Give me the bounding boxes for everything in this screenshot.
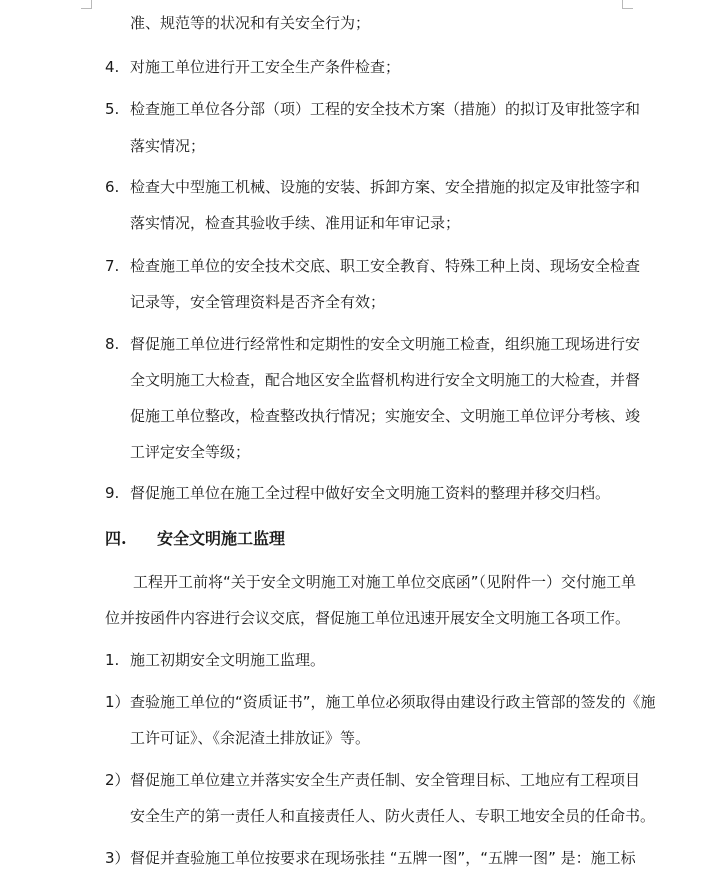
section-title: 安全文明施工监理 (157, 529, 286, 548)
item-5-number: 5. (105, 100, 120, 118)
item-5-line-1: 检查施工单位各分部（项）工程的安全技术方案（措施）的拟订及审批签字和 (130, 100, 641, 118)
item-6-line-1: 检查大中型施工机械、设施的安装、拆卸方案、安全措施的拟定及审批签字和 (130, 178, 641, 196)
item-8-line-1: 督促施工单位进行经常性和定期性的安全文明施工检查，组织施工现场进行安 (130, 335, 641, 353)
paragraph-line-2: 位并按函件内容进行会议交底，督促施工单位迅速开展安全文明施工各项工作。 (105, 609, 631, 627)
item-b2-number: 2） (105, 771, 130, 789)
item-9-line-1: 督促施工单位在施工全过程中做好安全文明施工资料的整理并移交归档。 (130, 484, 611, 502)
continued-line: 准、规范等的状况和有关安全行为； (130, 14, 371, 32)
item-b3-line-1: 督促并查验施工单位按要求在现场张挂 “五牌一图”，“五牌一图” 是：施工标 (130, 849, 636, 867)
crop-mark-top-right (622, 0, 633, 9)
crop-mark-top-left (81, 0, 92, 9)
item-b1-line-2: 工许可证》、《余泥渣土排放证》等。 (130, 729, 371, 747)
item-4-number: 4. (105, 58, 120, 76)
sub-item-1-number: 1. (105, 651, 120, 669)
item-7-number: 7. (105, 257, 120, 275)
item-5-line-2: 落实情况； (130, 137, 206, 155)
item-8-number: 8. (105, 335, 120, 353)
item-4-line-1: 对施工单位进行开工安全生产条件检查； (130, 58, 401, 76)
item-b2-line-1: 督促施工单位建立并落实安全生产责任制、安全管理目标、工地应有工程项目 (130, 771, 641, 789)
sub-item-1-text: 施工初期安全文明施工监理。 (130, 651, 326, 669)
item-7-line-1: 检查施工单位的安全技术交底、职工安全教育、特殊工种上岗、现场安全检查 (130, 257, 641, 275)
item-9-number: 9. (105, 484, 120, 502)
item-b1-line-1: 查验施工单位的“资质证书”，施工单位必须取得由建设行政主管部的签发的《施 (130, 693, 656, 711)
item-b3-number: 3） (105, 849, 130, 867)
item-b2-line-2: 安全生产的第一责任人和直接责任人、防火责任人、专职工地安全员的任命书。 (130, 807, 656, 825)
item-8-line-3: 促施工单位整改，检查整改执行情况；实施安全、文明施工单位评分考核、竣 (130, 407, 641, 425)
section-number: 四. (105, 529, 127, 548)
item-7-line-2: 记录等，安全管理资料是否齐全有效； (130, 293, 386, 311)
item-8-line-2: 全文明施工大检查，配合地区安全监督机构进行安全文明施工的大检查，并督 (130, 371, 641, 389)
item-6-line-2: 落实情况，检查其验收手续、准用证和年审记录； (130, 214, 461, 232)
item-6-number: 6. (105, 178, 120, 196)
item-8-line-4: 工评定安全等级； (130, 443, 251, 461)
paragraph-line-1: 工程开工前将“关于安全文明施工对施工单位交底函”（见附件一）交付施工单 (133, 573, 637, 591)
item-b1-number: 1） (105, 693, 130, 711)
